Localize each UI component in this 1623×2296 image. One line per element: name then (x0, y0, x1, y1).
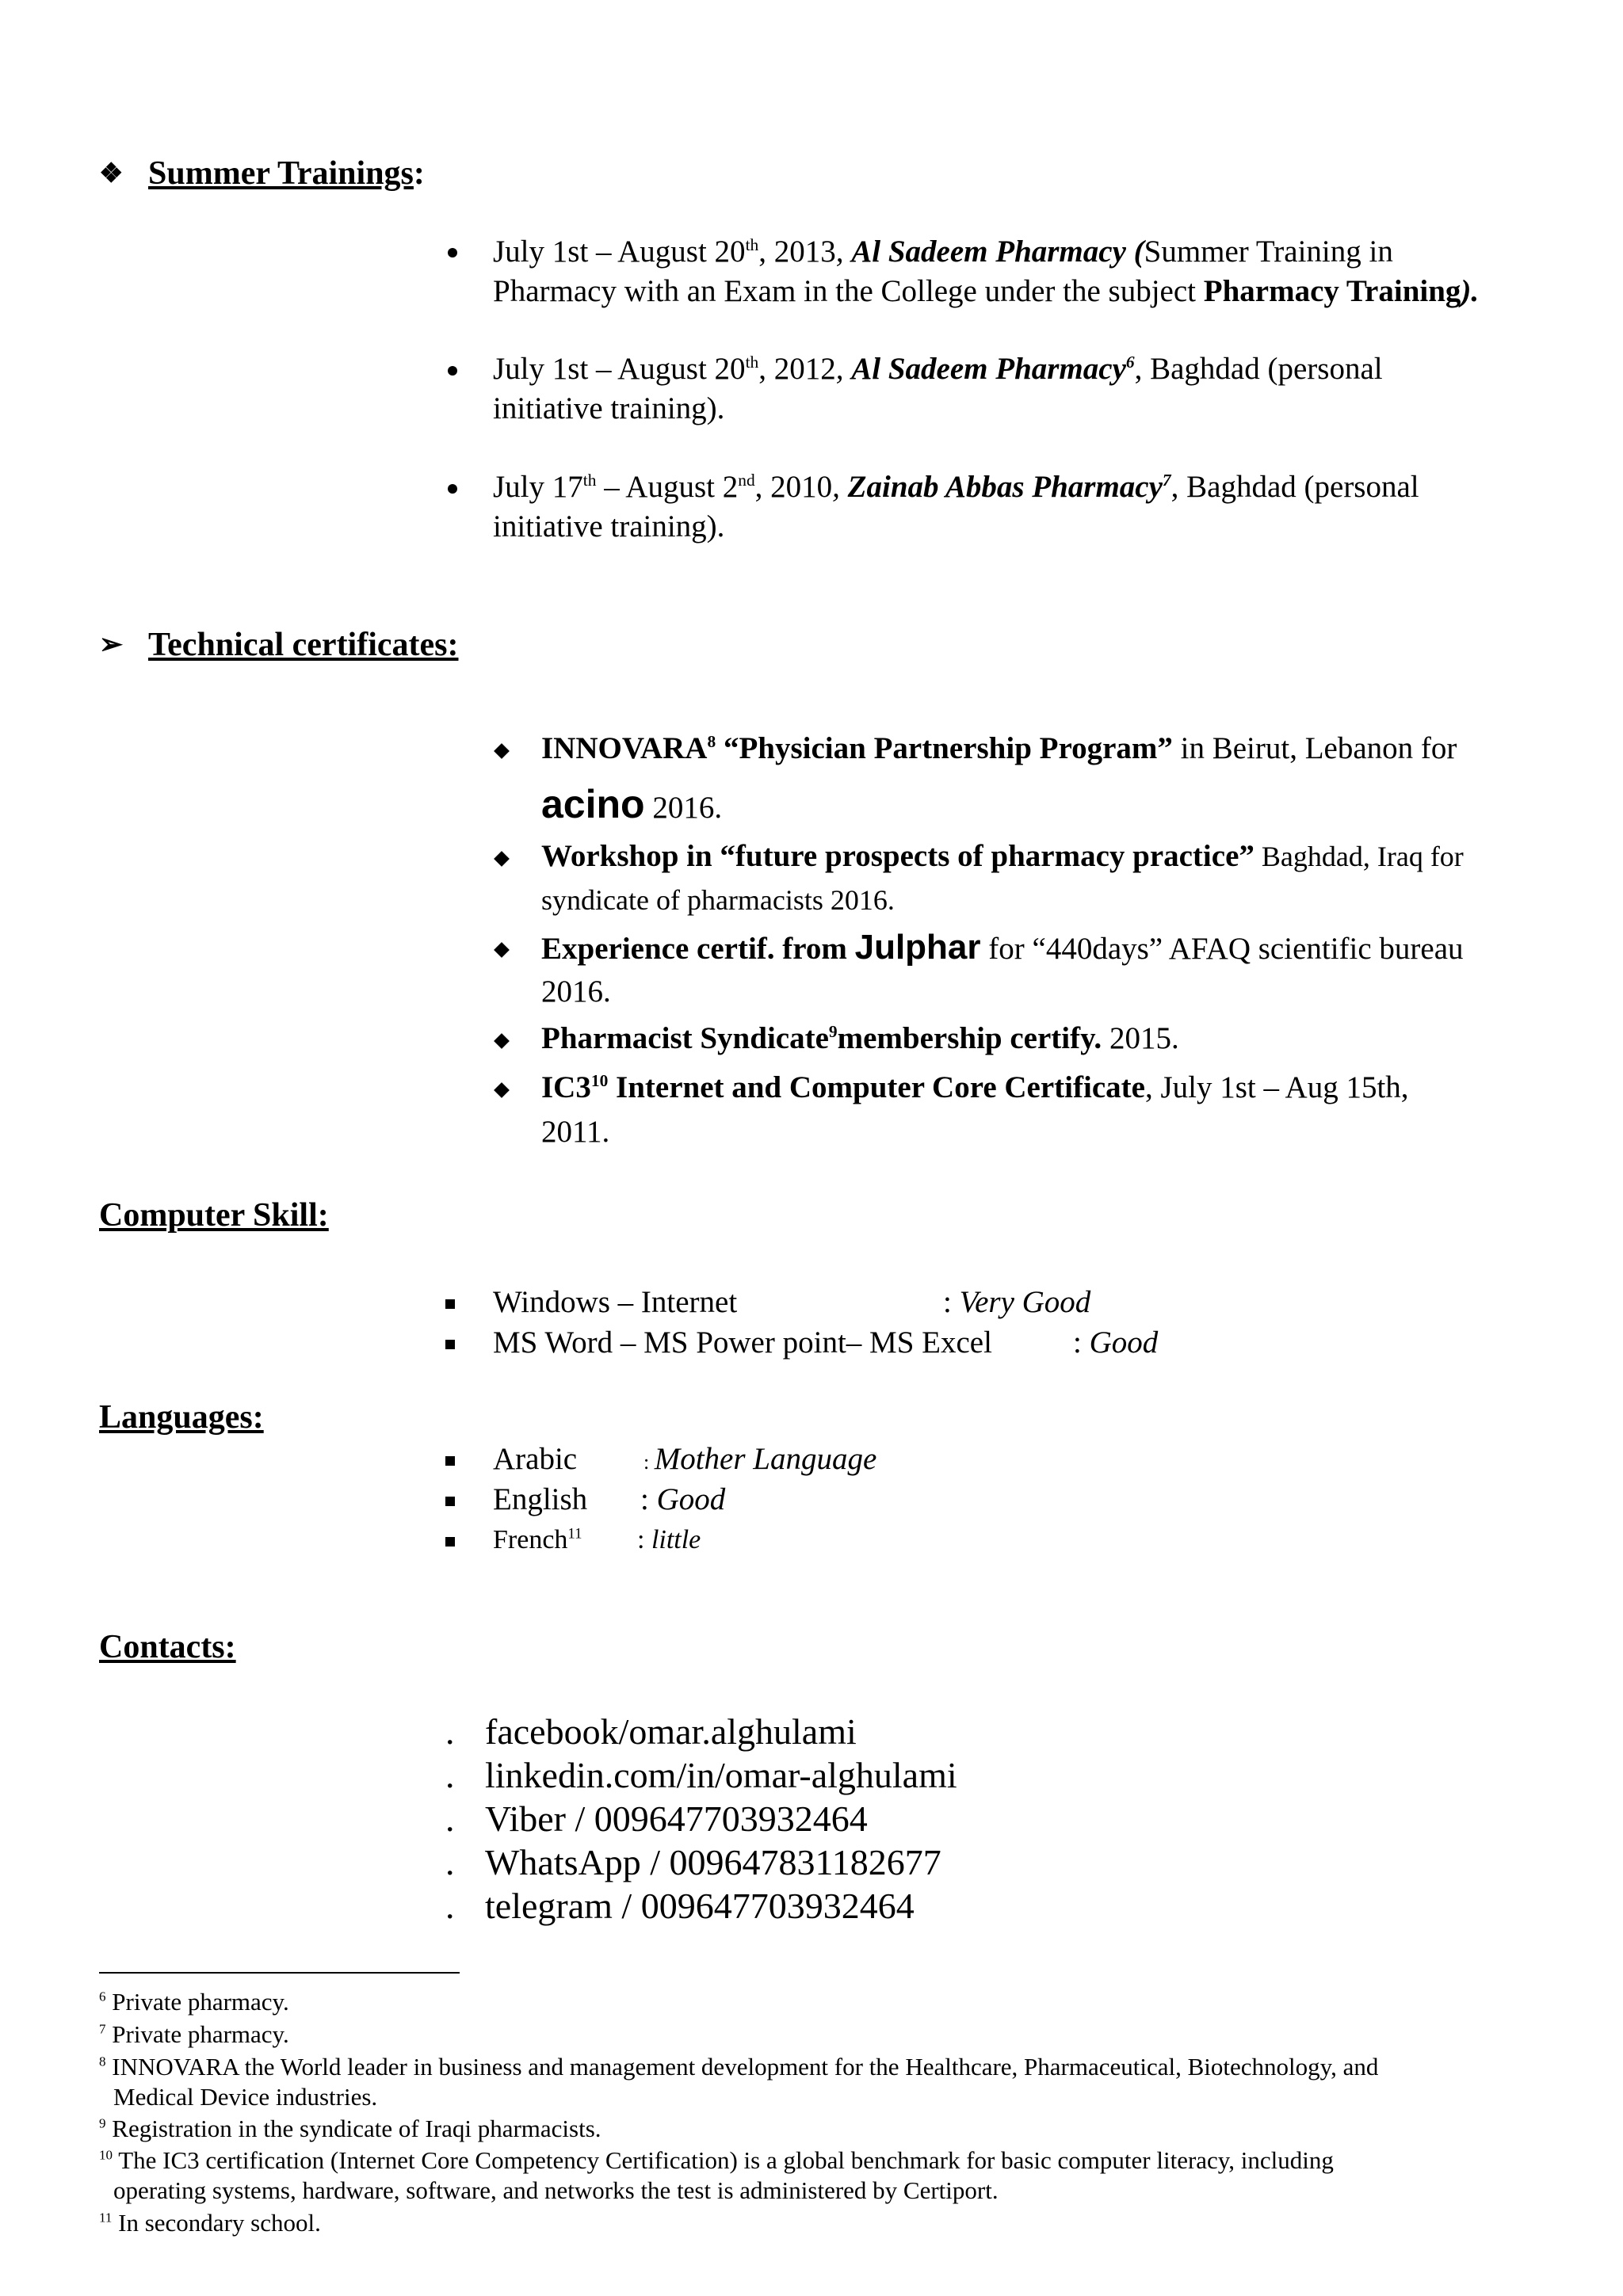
square-bullet-icon (445, 1340, 455, 1349)
language-level-row: : little (637, 1525, 701, 1554)
summer-item-3-line-2: initiative training). (493, 509, 725, 543)
diamond-bullet-icon (494, 851, 510, 867)
square-bullet-icon (445, 1537, 455, 1547)
language-name: French (493, 1525, 568, 1554)
language-level: little (651, 1525, 701, 1554)
julphar-logo-text: Julphar (854, 928, 981, 967)
contact-whatsapp: WhatsApp / 009647831182677 (485, 1842, 941, 1882)
footnote-9: $^9$ Registration in the syndicate of Iraqi pharmacists. (99, 2115, 601, 2142)
footnote-11: $^{11}$ In secondary school. (99, 2209, 321, 2237)
footnote-separator (99, 1972, 460, 1974)
cert-3-line-1: Experience certif. from Julphar for “440days” AFAQ scientific bureau (541, 928, 1464, 967)
footnote-8-cont: Medical Device industries. (113, 2083, 378, 2111)
contact-bullet: . (445, 1798, 455, 1839)
summer-trainings-heading: Summer Trainings (148, 155, 414, 192)
skill-level-row: : Good (1073, 1325, 1159, 1360)
cert-1-line-1: INNOVARA$^8$ “Physician Partnership Program” in Beirut, Lebanon for (541, 731, 1457, 765)
pharmacy-name: Zainab Abbas Pharmacy (847, 470, 1163, 504)
cert-3-line-2: 2016. (541, 974, 611, 1009)
language-name: Arabic (493, 1442, 578, 1476)
cert-5-line-1: $IC3^{10}$ Internet and Computer Core Certificate, July 1st – Aug 15th, (541, 1070, 1409, 1104)
language-level: Mother Language (654, 1442, 877, 1476)
skill-level: Good (1089, 1325, 1159, 1360)
summer-trainings-heading-row: ❖ Summer Trainings: (99, 155, 425, 192)
contact-linkedin: linkedin.com/in/omar-alghulami (485, 1755, 957, 1795)
contact-bullet: . (445, 1886, 455, 1926)
four-diamond-icon: ❖ (99, 159, 124, 189)
cert-4-line-1: Pharmacist Syndicate$^9$membership certify. 2015. (541, 1021, 1179, 1055)
diamond-bullet-icon (494, 1033, 510, 1049)
contact-bullet: . (445, 1711, 455, 1752)
contact-bullet: . (445, 1755, 455, 1795)
summer-item-2-line-2: initiative training). (493, 391, 725, 425)
contact-telegram: telegram / 009647703932464 (485, 1886, 915, 1926)
pharmacy-name: Al Sadeem Pharmacy (851, 352, 1126, 386)
bullet-icon (448, 484, 457, 494)
bullet-icon (448, 366, 457, 376)
footnote-10-cont: operating systems, hardware, software, and networks the test is administered by Certiport. (113, 2176, 999, 2204)
language-level: Good (656, 1482, 726, 1516)
contact-viber: Viber / 009647703932464 (485, 1798, 868, 1839)
skill-name: Windows – Internet (493, 1285, 738, 1319)
skill-level-row: : Very Good (943, 1285, 1091, 1319)
technical-heading-row (99, 626, 458, 664)
language-name: English (493, 1482, 588, 1516)
pharmacy-name: Al Sadeem Pharmacy ( (851, 235, 1144, 269)
footnote-10: $^{10}$ The IC3 certification (Internet Core Competency Certification) is a global benchmark for basic computer literacy, including (99, 2146, 1334, 2174)
square-bullet-icon (445, 1497, 455, 1506)
language-level-row: : Good (640, 1482, 726, 1516)
computer-skill-heading: Computer Skill: (99, 1197, 329, 1234)
cert-5-line-2: 2011. (541, 1115, 610, 1149)
diamond-bullet-icon (494, 1082, 510, 1098)
language-name-row: French$^{11}$ (493, 1525, 582, 1554)
acino-logo-text: acino (541, 782, 645, 826)
square-bullet-icon (445, 1456, 455, 1466)
language-level-row: : Mother Language (643, 1442, 877, 1476)
skill-level: Very Good (959, 1285, 1091, 1319)
diamond-bullet-icon (494, 743, 510, 759)
contact-bullet: . (445, 1842, 455, 1882)
summer-item-3-line-1: July 17th – August 2nd, 2010, Zainab Abbas Pharmacy$^7$, Baghdad (personal (493, 470, 1419, 504)
summer-item-2-line-1: July 1st – August 20th, 2012, Al Sadeem Pharmacy$^6$, Baghdad (personal (493, 352, 1383, 386)
languages-heading: Languages: (99, 1399, 264, 1436)
cert-1-line-2: acino 2016. (541, 782, 723, 826)
contact-facebook: facebook/omar.alghulami (485, 1711, 857, 1752)
diamond-bullet-icon (494, 942, 510, 958)
cert-2-line-1: Workshop in “future prospects of pharmacy practice” Baghdad, Iraq for (541, 839, 1464, 873)
footnote-8: $^8$ INNOVARA the World leader in business and management development for the Healthcare, Pharmaceutical, Biotechnology, and (99, 2053, 1379, 2081)
summer-item-1-line-1: July 1st – August 20th, 2013, Al Sadeem Pharmacy (Summer Training in (493, 235, 1393, 269)
footnote-6: $^6$ Private pharmacy. (99, 1988, 289, 2016)
cert-2-line-2: syndicate of pharmacists 2016. (541, 884, 895, 916)
footnote-7: $^7$ Private pharmacy. (99, 2020, 289, 2048)
arrowhead-icon: ➢ (99, 628, 124, 660)
technical-certificates-heading: Technical certificates: (148, 627, 459, 663)
contacts-heading: Contacts: (99, 1629, 236, 1665)
square-bullet-icon (445, 1299, 455, 1309)
summer-item-1-line-2: Pharmacy with an Exam in the College under the subject Pharmacy Training). (493, 274, 1480, 308)
skill-name: MS Word – MS Power point– MS Excel (493, 1325, 992, 1360)
bullet-icon (448, 248, 457, 257)
